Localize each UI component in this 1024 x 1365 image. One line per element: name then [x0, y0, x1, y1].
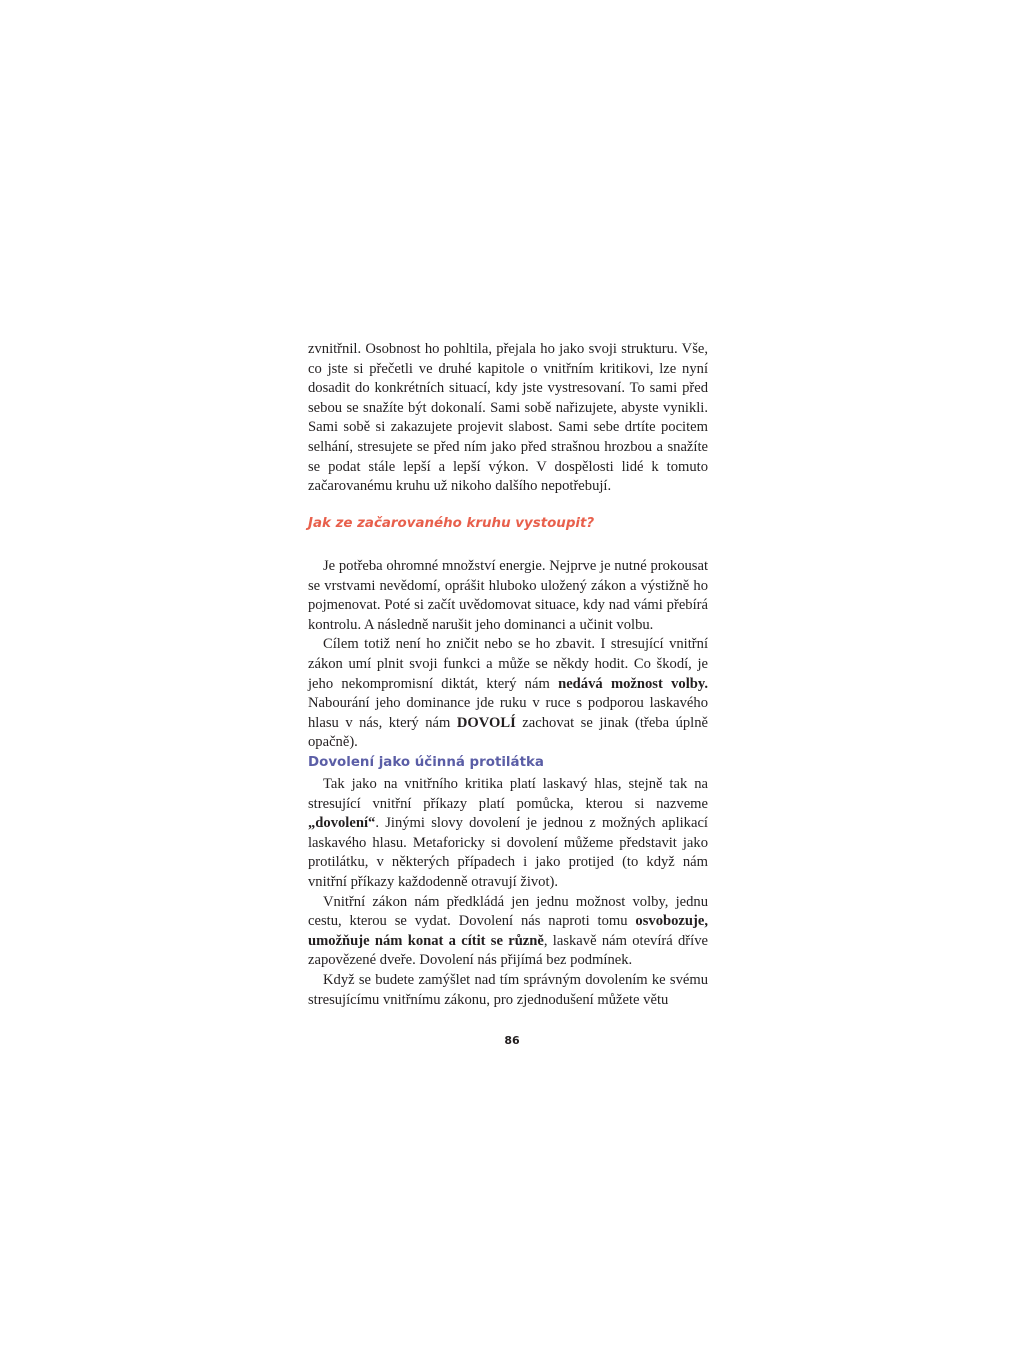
text-span: Vnitřní zákon nám předkládá jen jednu možnost volby, jednu cestu, kterou se vydat. Dovolení nás naproti tomu: [308, 893, 708, 930]
section-2-paragraph-3: Když se budete zamýšlet nad tím správným dovolením ke svému stresujícímu vnitřnímu zákonu, pro zjednodušení můžete větu: [308, 971, 708, 1008]
bold-phrase: „dovolení“: [308, 815, 376, 832]
section-1-paragraph-1: Je potřeba ohromné množství energie. Nejprve je nutné prokousat se vrstvami nevědomí, oprášit hluboko uložený zákon a výstižně ho pojmenovat. Poté si začít uvědomovat situace, kdy nad vámi přebírá kontrolu. A následně narušit jeho dominanci a učinit volbu.: [308, 558, 708, 633]
page-number: 86: [504, 1034, 520, 1047]
text-span: . Jinými slovy dovolení je jednou z možných aplikací laskavého hlasu. Metaforicky si dovolení můžeme představit jako protilátku, v některých případech i jako protijed (to když nám vnitřní příkazy každodenně otravují život).: [308, 815, 708, 890]
text-span: Tak jako na vnitřního kritika platí laskavý hlas, stejně tak na stresující vnitřní příkazy platí pomůcka, kterou si nazveme: [308, 776, 708, 812]
bold-phrase: osvobozuje, umožňuje nám konat a cítit se různě: [308, 913, 708, 949]
text-span: Nabourání jeho dominance jde ruku v ruce s podporou laskavého hlasu v nás, který nám: [308, 695, 708, 731]
section-2-paragraph-1: [308, 775, 708, 893]
section-2-text-block: [308, 775, 708, 1010]
text-span: zachovat se jinak (třeba úplně opačně).: [308, 714, 708, 751]
section-heading-dovoleni: Dovolení jako účinná protilátka: [308, 755, 544, 770]
text-span: Cílem totiž není ho zničit nebo se ho zbavit. I stresující vnitřní zákon umí plnit svoji funkci a může se někdy hodit. Co škodí, je jeho nekompromisní diktát, který nám: [308, 636, 708, 692]
intro-paragraph: zvnitřnil. Osobnost ho pohltila, přejala ho jako svoji strukturu. Vše, co jste si přečetli ve druhé kapitole o vnitřním kritikovi, lze nyní dosadit do konkrétních situací, kdy jste vystresovaní. To sami před sebou se snažíte být dokonalí. Sami sobě nařizujete, abyste vynikli. Sami sobě si zakazujete projevit slabost. Sami sebe drtíte pocitem selhání, stresujete se před ním jako před strašnou hrozbou a snažíte se podat stále lepší a lepší výkon. V dospělosti lidé k tomuto začarovanému kruhu už nikoho dalšího nepotřebují.: [308, 341, 708, 495]
section-1-paragraph-2: [308, 635, 708, 753]
bold-phrase: DOVOLÍ: [456, 714, 516, 731]
intro-text-block: [308, 340, 708, 497]
text-span: , laskavě nám otevírá dříve zapovězené dveře. Dovolení nás přijímá bez podmínek.: [308, 932, 708, 969]
section-heading-vystoupit: Jak ze začarovaného kruhu vystoupit?: [308, 516, 595, 531]
section-2-paragraph-2: [308, 893, 708, 971]
bold-phrase: nedává možnost volby.: [558, 675, 709, 692]
section-1-text-block: [308, 557, 708, 753]
